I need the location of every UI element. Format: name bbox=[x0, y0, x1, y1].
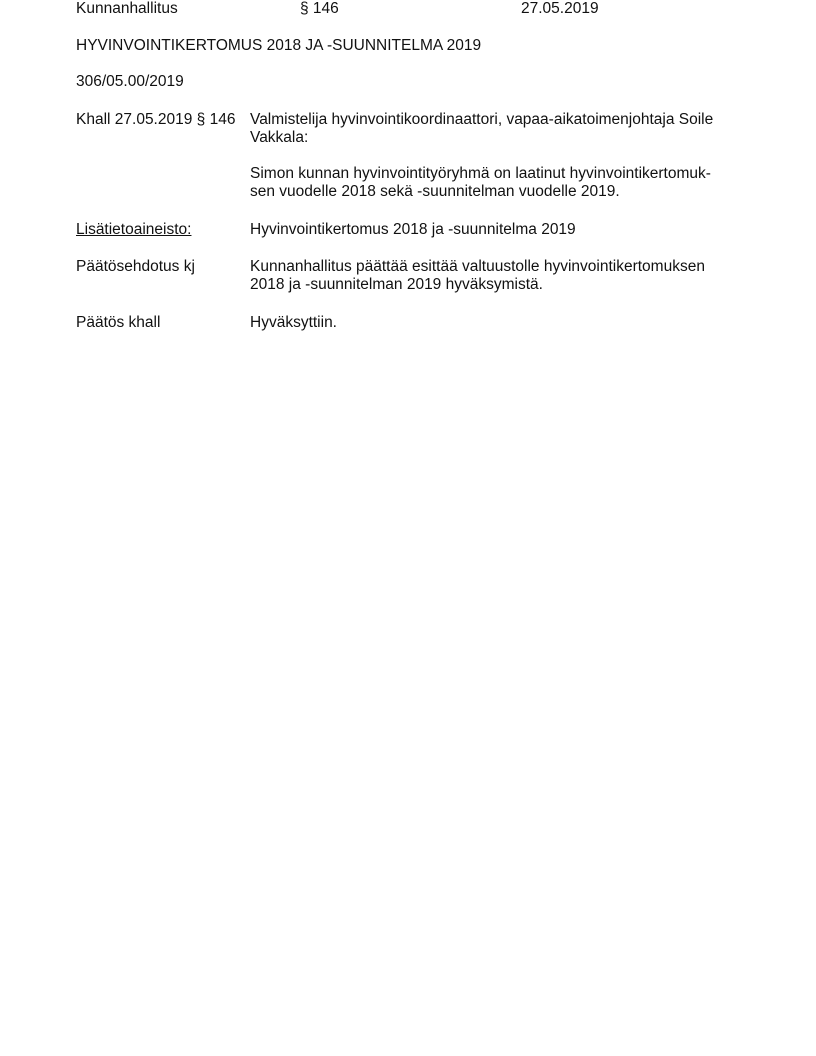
header-section-number: § 146 bbox=[300, 0, 339, 17]
reference-number: 306/05.00/2019 bbox=[76, 73, 184, 90]
attachment-text: Hyvinvointikertomus 2018 ja -suunnitelma 2019 bbox=[250, 221, 576, 238]
preparation-label: Khall 27.05.2019 § 146 bbox=[76, 111, 236, 128]
header-date: 27.05.2019 bbox=[521, 0, 599, 17]
document-title: HYVINVOINTIKERTOMUS 2018 JA -SUUNNITELMA 2019 bbox=[76, 37, 482, 54]
preparation-body-text: Simon kunnan hyvinvointityöryhmä on laatinut hyvinvointikertomuk-sen vuodelle 2018 sekä -suunnitelman vuodelle 2019. bbox=[250, 165, 711, 200]
decision-text: Hyväksyttiin. bbox=[250, 314, 337, 331]
decision-label: Päätös khall bbox=[76, 314, 161, 331]
preparation-content bbox=[250, 111, 735, 201]
proposal-label: Päätösehdotus kj bbox=[76, 258, 195, 275]
attachment-label: Lisätietoaineisto: bbox=[76, 221, 192, 238]
preparer-text: Valmistelija hyvinvointikoordinaattori, vapaa-aikatoimenjohtaja Soile Vakkala: bbox=[250, 111, 714, 146]
proposal-text: Kunnanhallitus päättää esittää valtuustolle hyvinvointikertomuksen 2018 ja -suunnitelman 2019 hyväksymistä. bbox=[250, 258, 705, 293]
header-organization: Kunnanhallitus bbox=[76, 0, 178, 17]
